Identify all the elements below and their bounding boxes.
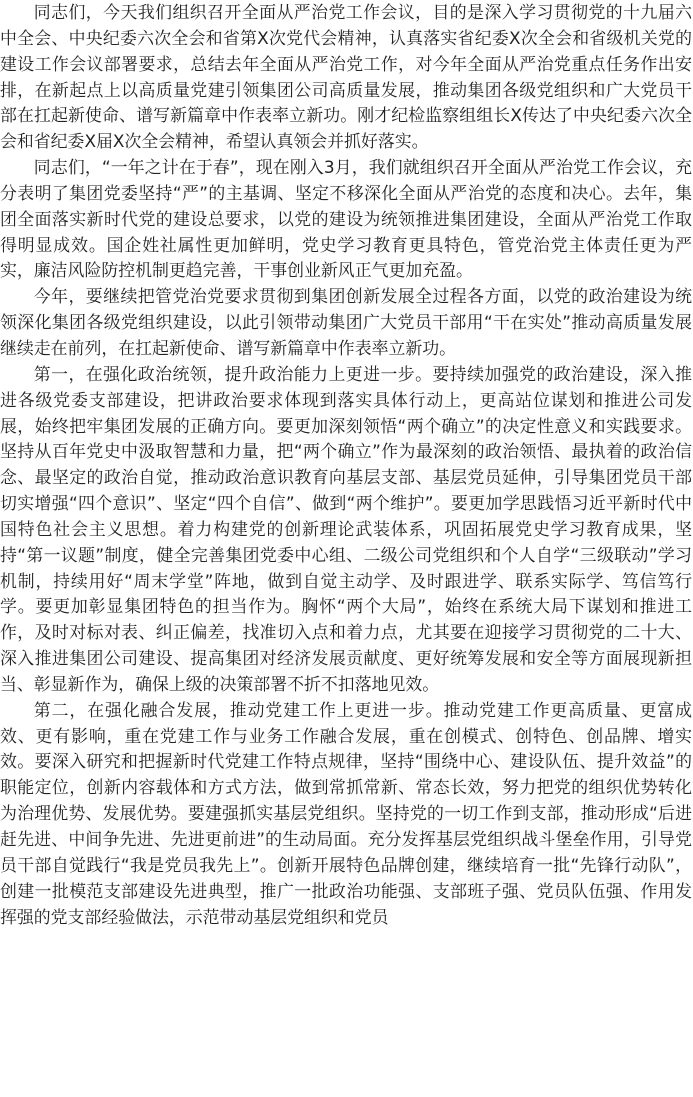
- paragraph-3: 今年，要继续把管党治党要求贯彻到集团创新发展全过程各方面，以党的政治建设为统领深化集团各级党组织建设，以此引领带动集团广大党员干部用“干在实处”推动高质量发展继续走在前列，在扛起新使命、谱写新篇章中作表率立新功。: [0, 286, 692, 358]
- paragraph-2: 同志们，“一年之计在于春”，现在刚入3月，我们就组织召开全面从严治党工作会议，充分表明了集团党委坚持“严”的主基调、坚定不移深化全面从严治党的态度和决心。去年，集团全面落实新时代党的建设总要求，以党的建设为统领推进集团建设，全面从严治党工作取得明显成效。国企姓社属性更加鲜明，党史学习教育更具特色，管党治党主体责任更为严实，廉洁风险防控机制更趋完善，干事创业新风正气更加充盈。: [0, 157, 692, 281]
- paragraph-4: 第一，在强化政治统领，提升政治能力上更进一步。要持续加强党的政治建设，深入推进各级党委支部建设，把讲政治要求体现到落实具体行动上，更高站位谋划和推进公司发展，始终把牢集团发展的正确方向。要更加深刻领悟“两个确立”的决定性意义和实践要求。坚持从百年党史中汲取智慧和力量，把“两个确立”作为最深刻的政治领悟、最执着的政治信念、最坚定的政治自觉，推动政治意识教育向基层支部、基层党员延伸，引导集团党员干部切实增强“四个意识”、坚定“四个自信”、做到“两个维护”。要更加学思践悟习近平新时代中国特色社会主义思想。着力构建党的创新理论武装体系，巩固拓展党史学习教育成果，坚持“第一议题”制度，健全完善集团党委中心组、二级公司党组织和个人自学“三级联动”学习机制，持续用好“周末学堂”阵地，做到自觉主动学、及时跟进学、联系实际学、笃信笃行学。要更加彰显集团特色的担当作为。胸怀“两个大局”，始终在系统大局下谋划和推进工作，及时对标对表、纠正偏差，找准切入点和着力点，尤其要在迎接学习贯彻党的二十大、深入推进集团公司建设、提高集团对经济发展贡献度、更好统筹发展和安全等方面展现新担当、彰显新作为，确保上级的决策部署不折不扣落地见效。: [0, 363, 692, 694]
- paragraph-5: 第二，在强化融合发展，推动党建工作上更进一步。推动党建工作更高质量、更富成效、更有影响，重在党建工作与业务工作融合发展，重在创模式、创特色、创品牌、增实效。要深入研究和把握新时代党建工作特点规律，坚持“围绕中心、建设队伍、提升效益”的职能定位，创新内容载体和方式方法，做到常抓常新、常态长效，努力把党的组织优势转化为治理优势、发展优势。要建强抓实基层党组织。坚持党的一切工作到支部，推动形成“后进赶先进、中间争先进、先进更前进”的生动局面。充分发挥基层党组织战斗堡垒作用，引导党员干部自觉践行“我是党员我先上”。创新开展特色品牌创建，继续培育一批“先锋行动队”，创建一批模范支部建设先进典型，推广一批政治功能强、支部班子强、党员队伍强、作用发挥强的党支部经验做法，示范带动基层党组织和党员: [0, 699, 692, 927]
- paragraph-1: 同志们，今天我们组织召开全面从严治党工作会议，目的是深入学习贯彻党的十九届六中全会、中央纪委六次全会和省第X次党代会精神，认真落实省纪委X次全会和省级机关党的建设工作会议部署要求，总结去年全面从严治党工作，对今年全面从严治党重点任务作出安排，在新起点上以高质量党建引领集团公司高质量发展，推动集团各级党组织和广大党员干部在扛起新使命、谱写新篇章中作表率立新功。刚才纪检监察组组长X传达了中央纪委六次全会和省纪委X届X次全会精神，希望认真领会并抓好落实。: [0, 2, 692, 152]
